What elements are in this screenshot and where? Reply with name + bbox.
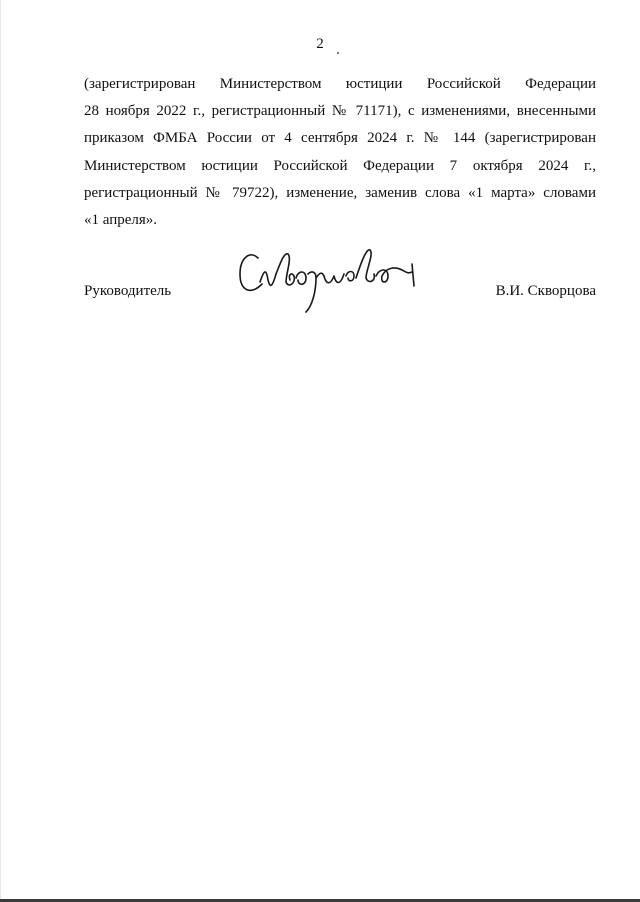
signature-stroke-v2 [356, 250, 374, 282]
signature-stroke-o1 [296, 272, 306, 284]
body-line-5: регистрационный № 79722), изменение, заменив слова «1 марта» словами [84, 184, 596, 201]
signature-stroke-flourish [412, 264, 414, 286]
signature-stroke-o2 [346, 272, 354, 281]
scan-left-edge [0, 0, 1, 902]
signature-stroke-ts [324, 274, 344, 283]
signer-role: Руководитель [84, 283, 172, 299]
signature-stroke-r [306, 272, 324, 312]
body-line-2: 28 ноября 2022 г., регистрационный № 71171), с изменениями, внесенными [84, 103, 596, 120]
signature-stroke-c [240, 255, 262, 290]
page-number: 2 [316, 36, 324, 52]
signature-stroke-v [276, 254, 294, 285]
handwritten-signature [236, 244, 424, 316]
signer-name: В.И. Скворцова [495, 283, 596, 299]
body-line-6: «1 апреля». [84, 212, 158, 229]
scan-artifact-dot [337, 52, 339, 54]
signature-stroke-a [376, 268, 412, 282]
body-line-4: Министерством юстиции Российской Федерации 7 октября 2024 г., [84, 157, 596, 174]
body-line-1: (зарегистрирован Министерством юстиции Российской Федерации [84, 76, 596, 92]
body-line-3: приказом ФМБА России от 4 сентября 2024 г. № 144 (зарегистрирован [84, 130, 596, 147]
body-paragraph [84, 71, 596, 234]
